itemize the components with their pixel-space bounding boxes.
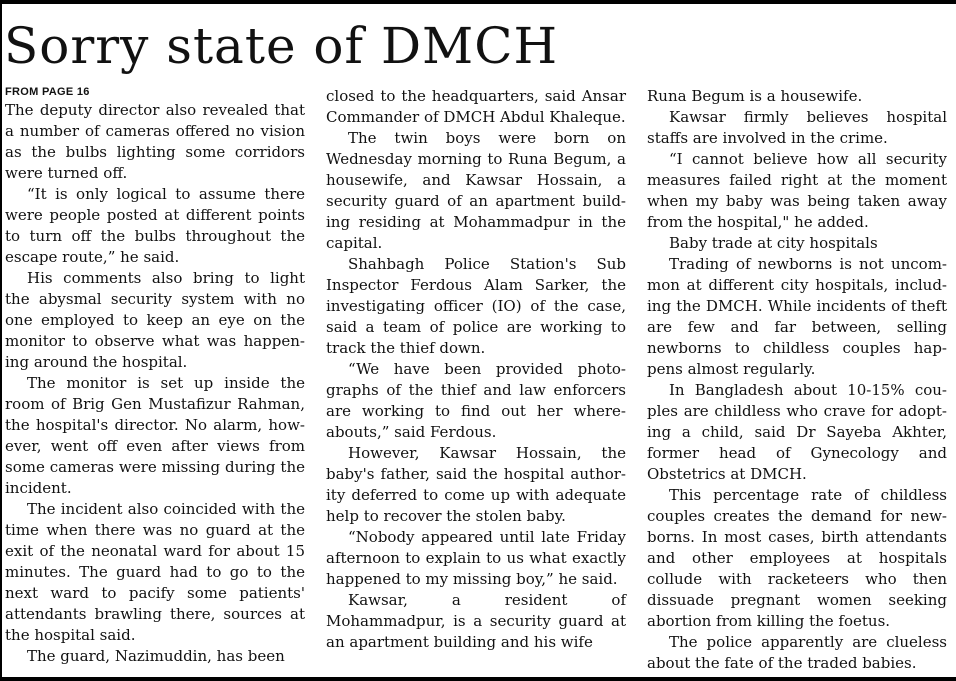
paragraph: The monitor is set up inside the room of Brig Gen Mustafizur Rahman, the hospital's director. No alarm, how-ever, went off even after views from some cameras were missing during the incident. <box>5 374 305 497</box>
paragraph: Kawsar firmly believes hospital staffs are involved in the crime. <box>647 108 947 147</box>
headline: Sorry state of DMCH <box>4 17 559 75</box>
paragraph: “We have been provided photo-graphs of the thief and law enforcers are working to find out her where-abouts,” said Ferdous. <box>326 360 626 441</box>
paragraph: The incident also coincided with the time when there was no guard at the exit of the neonatal ward for about 15 minutes. The guard had to go to the next ward to pacify some patients' attendants brawling there, sources at the hospital said. <box>5 500 305 644</box>
paragraph: The deputy director also revealed that a number of cameras offered no vision as the bulbs lighting some corridors were turned off. <box>5 101 305 182</box>
paragraph: Shahbagh Police Station's Sub Inspector Ferdous Alam Sarker, the investigating officer (IO) of the case, said a team of police are working to track the thief down. <box>326 255 626 357</box>
paragraph: The twin boys were born on Wednesday morning to Runa Begum, a housewife, and Kawsar Hossain, a security guard of an apartment build-ing residing at Mohammadpur in the capital. <box>326 129 626 252</box>
bottom-border <box>0 677 956 681</box>
paragraph: Runa Begum is a housewife. <box>647 87 863 105</box>
paragraph: This percentage rate of childless couples creates the demand for new-borns. In most cases, birth attendants and other employees at hospitals collude with racketeers who then dissuade pregnant women seeking abortion from killing the foetus. <box>647 486 947 630</box>
paragraph: “Nobody appeared until late Friday afternoon to explain to us what exactly happened to my missing boy,” he said. <box>326 528 626 588</box>
paragraph: In Bangladesh about 10-15% cou-ples are childless who crave for adopt-ing a child, said Dr Sayeba Akhter, former head of Gynecology and Obstetrics at DMCH. <box>647 381 947 483</box>
left-border <box>0 0 2 681</box>
subheading: Baby trade at city hospitals <box>669 234 878 252</box>
column-3 <box>647 86 947 674</box>
paragraph: Kawsar, a resident of Mohammadpur, is a security guard at an apartment building and his wife <box>326 591 626 651</box>
paragraph: Trading of newborns is not uncom-mon at different city hospitals, includ-ing the DMCH. While incidents of theft are few and far between, selling newborns to childless couples hap-pens almost regularly. <box>647 255 947 378</box>
paragraph: “It is only logical to assume there were people posted at different points to turn off the bulbs throughout the escape route,” he said. <box>5 185 305 266</box>
top-border <box>0 0 956 4</box>
paragraph: However, Kawsar Hossain, the baby's father, said the hospital author-ity deferred to come up with adequate help to recover the stolen baby. <box>326 444 626 525</box>
column-1 <box>5 86 305 667</box>
paragraph: closed to the headquarters, said Ansar Commander of DMCH Abdul Khaleque. <box>326 87 626 126</box>
dateline: FROM PAGE 16 <box>5 86 90 98</box>
paragraph: “I cannot believe how all security measures failed right at the moment when my baby was being taken away from the hospital," he added. <box>647 150 947 231</box>
paragraph: The guard, Nazimuddin, has been <box>27 647 285 665</box>
paragraph: His comments also bring to light the abysmal security system with no one employed to keep an eye on the monitor to observe what was happen-ing around the hospital. <box>5 269 305 371</box>
paragraph: The police apparently are clueless about the fate of the traded babies. <box>647 633 947 672</box>
column-2 <box>326 86 626 653</box>
